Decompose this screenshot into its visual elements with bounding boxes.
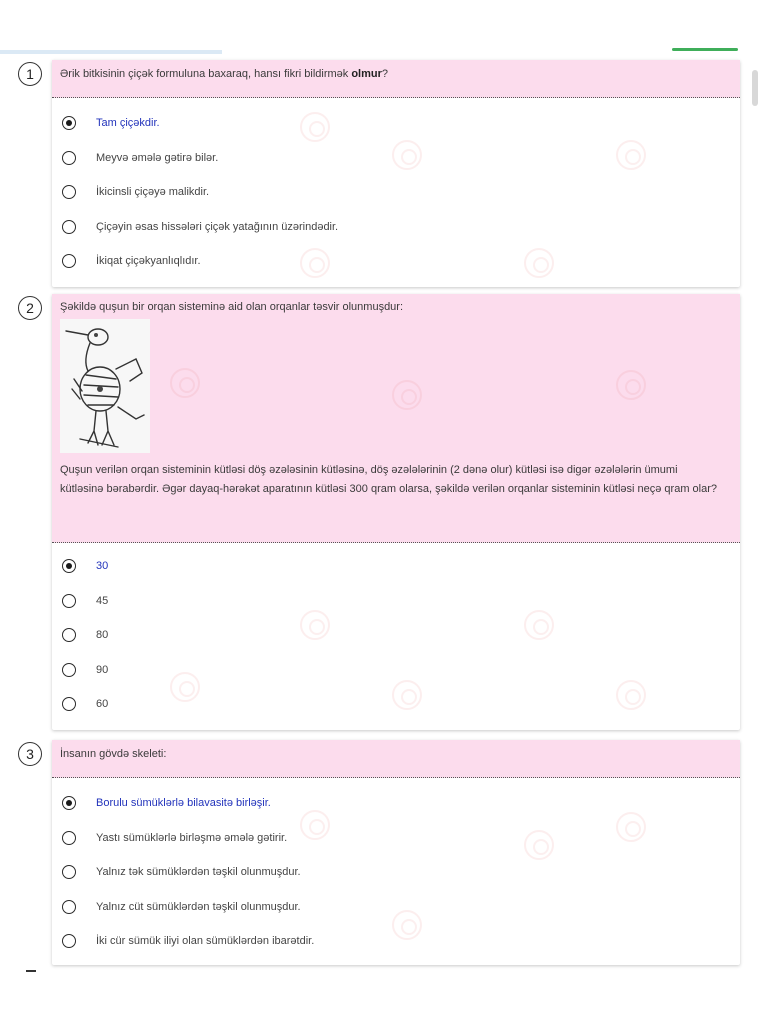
question-number-badge: 1: [18, 62, 42, 86]
radio-icon[interactable]: [62, 934, 76, 948]
answer-options: [52, 778, 740, 959]
radio-icon[interactable]: [62, 151, 76, 165]
option-label: Tam çiçəkdir.: [96, 117, 160, 130]
answer-option[interactable]: [62, 549, 740, 584]
radio-icon[interactable]: [62, 594, 76, 608]
answer-option[interactable]: [62, 106, 740, 141]
question-text-emphasis: olmur: [351, 68, 382, 80]
option-label: 45: [96, 594, 109, 607]
question-text: İnsanın gövdə skeleti:: [60, 748, 167, 760]
answer-option[interactable]: [62, 924, 740, 959]
answer-option[interactable]: [62, 584, 740, 619]
option-label: İkiqat çiçəkyanlıqlıdır.: [96, 255, 201, 268]
option-label: İkicinsli çiçəyə malikdir.: [96, 186, 210, 199]
radio-icon[interactable]: [62, 254, 76, 268]
bird-skeleton-icon: [60, 319, 150, 453]
answer-option[interactable]: [62, 175, 740, 210]
question-header: [52, 294, 740, 543]
question-card-2: [26, 294, 740, 730]
option-label: İki cür sümük iliyi olan sümüklərdən ibarətdir.: [96, 935, 315, 948]
page-edge-mark: [26, 970, 36, 972]
question-number-badge: 2: [18, 296, 42, 320]
question-text-end: ?: [381, 68, 389, 80]
radio-icon[interactable]: [62, 116, 76, 130]
radio-icon[interactable]: [62, 185, 76, 199]
answer-option[interactable]: [62, 141, 740, 176]
option-label: Meyvə əmələ gətirə bilər.: [96, 151, 219, 164]
scrollbar-thumb[interactable]: [752, 70, 758, 106]
question-text: Quşun verilən orqan sisteminin kütləsi döş əzələsinin kütləsinə, döş əzələlərinin (2 dənə olur) kütləsi isə digər əzələlərin ümumi kütləsinə bərabərdir. Əgər dayaq-hərəkət aparatının kütləsi 300 qram olarsa, şəkildə verilən orqanlar sisteminin kütləsi neçə qram olar?: [60, 464, 718, 495]
answer-options: [52, 98, 740, 279]
question-card-1: [26, 60, 740, 287]
answer-option[interactable]: [62, 890, 740, 925]
answer-option[interactable]: [62, 618, 740, 653]
top-tab-strip: [0, 50, 222, 54]
question-header: [52, 740, 740, 778]
radio-icon[interactable]: [62, 559, 76, 573]
option-label: 80: [96, 629, 109, 642]
question-text: Ərik bitkisinin çiçək formuluna baxaraq, hansı fikri bildirmək: [60, 68, 352, 80]
answer-option[interactable]: [62, 821, 740, 856]
bird-skeleton-image: [60, 319, 150, 453]
option-label: Çiçəyin əsas hissələri çiçək yatağının üzərindədir.: [96, 220, 339, 233]
question-card-3: [26, 740, 740, 965]
radio-icon[interactable]: [62, 796, 76, 810]
question-intro: Şəkildə quşun bir orqan sisteminə aid olan orqanlar təsvir olunmuşdur:: [60, 301, 404, 313]
radio-icon[interactable]: [62, 900, 76, 914]
question-number-badge: 3: [18, 742, 42, 766]
answer-option[interactable]: [62, 653, 740, 688]
question-header: [52, 60, 740, 98]
radio-icon[interactable]: [62, 831, 76, 845]
answer-option[interactable]: [62, 855, 740, 890]
option-label: 90: [96, 663, 109, 676]
answer-option[interactable]: [62, 786, 740, 821]
option-label: Borulu sümüklərlə bilavasitə birləşir.: [96, 797, 271, 810]
answer-option[interactable]: [62, 244, 740, 279]
radio-icon[interactable]: [62, 663, 76, 677]
radio-icon[interactable]: [62, 628, 76, 642]
answer-option[interactable]: [62, 687, 740, 722]
progress-indicator: [672, 48, 738, 51]
radio-icon[interactable]: [62, 697, 76, 711]
radio-icon[interactable]: [62, 220, 76, 234]
option-label: Yalnız cüt sümüklərdən təşkil olunmuşdur.: [96, 900, 301, 913]
option-label: Yastı sümüklərlə birləşmə əmələ gətirir.: [96, 831, 288, 844]
radio-icon[interactable]: [62, 865, 76, 879]
answer-option[interactable]: [62, 210, 740, 245]
option-label: 60: [96, 698, 109, 711]
answer-options: [52, 543, 740, 722]
option-label: 30: [96, 560, 109, 573]
option-label: Yalnız tək sümüklərdən təşkil olunmuşdur.: [96, 866, 301, 879]
